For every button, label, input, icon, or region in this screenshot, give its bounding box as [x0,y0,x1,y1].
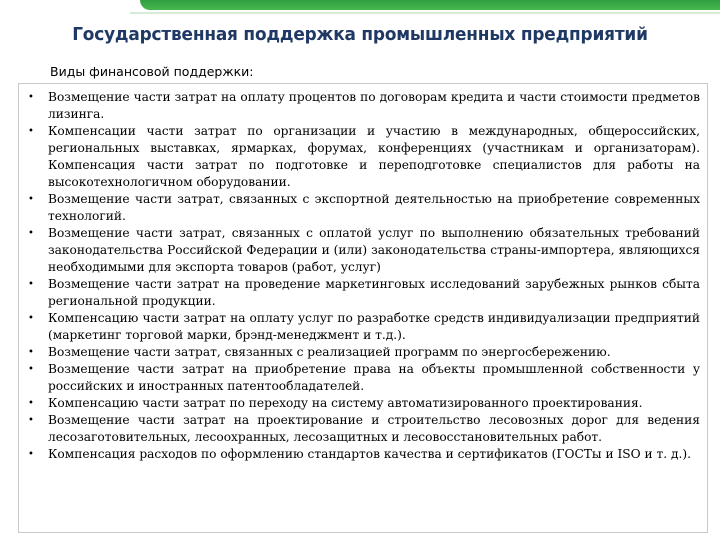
list-item-text: Возмещение части затрат на проектирование и строительство лесовозных дорог для ведения лесозаготовительных, лесоохранных, лесозащитных и лесовосстановительных работ. [48,413,700,444]
list-item [18,412,700,446]
list-item-text: Возмещение части затрат на оплату процентов по договорам кредита и части стоимости предметов лизинга. [48,90,700,121]
list-item [18,344,700,361]
bullet-icon: • [28,449,34,460]
support-list [18,89,700,463]
list-item [18,361,700,395]
list-item [18,395,700,412]
bullet-icon: • [28,194,34,205]
bullet-icon: • [28,279,34,290]
list-item [18,446,700,463]
list-item-text: Возмещение части затрат, связанных с реализацией программ по энергосбережению. [48,345,611,359]
section-heading: Виды финансовой поддержки: [50,64,254,79]
list-item-text: Компенсации части затрат по организации и участию в международных, общероссийских, региональных выставках, ярмарках, форумах, конференциях (участникам и организаторам). Компенсация части затрат по подготовке и переподготовке специалистов для работы на высокотехнологичном оборудовании. [48,124,700,189]
bullet-icon: • [28,92,34,103]
list-item-text: Возмещение части затрат на проведение маркетинговых исследований зарубежных рынков сбыта региональной продукции. [48,277,700,308]
header-accent-bar [140,0,720,10]
list-item [18,191,700,225]
bullet-icon: • [28,126,34,137]
bullet-icon: • [28,313,34,324]
list-item-text: Возмещение части затрат, связанных с оплатой услуг по выполнению обязательных требований законодательства Российской Федерации и (или) законодательства страны-импортера, являющихся необходимыми для экспорта товаров (работ, услуг) [48,226,700,274]
list-item-text: Компенсацию части затрат по переходу на систему автоматизированного проектирования. [48,396,643,410]
list-item-text: Возмещение части затрат на приобретение права на объекты промышленной собственности у российских и иностранных патентообладателей. [48,362,700,393]
list-item-text: Компенсацию части затрат на оплату услуг по разработке средств индивидуализации предприятий (маркетинг торговой марки, брэнд-менеджмент и т.д.). [48,311,700,342]
list-item [18,225,700,276]
list-item [18,89,700,123]
list-item [18,123,700,191]
bullet-icon: • [28,347,34,358]
header-divider [130,12,720,14]
bullet-icon: • [28,228,34,239]
list-item-text: Компенсация расходов по оформлению стандартов качества и сертификатов (ГОСТы и ISO и т. д.). [48,447,692,461]
slide-title: Государственная поддержка промышленных предприятий [72,24,648,45]
bullet-icon: • [28,415,34,426]
list-item [18,276,700,310]
list-item [18,310,700,344]
bullet-icon: • [28,364,34,375]
bullet-icon: • [28,398,34,409]
list-item-text: Возмещение части затрат, связанных с экспортной деятельностью на приобретение современных технологий. [48,192,700,223]
